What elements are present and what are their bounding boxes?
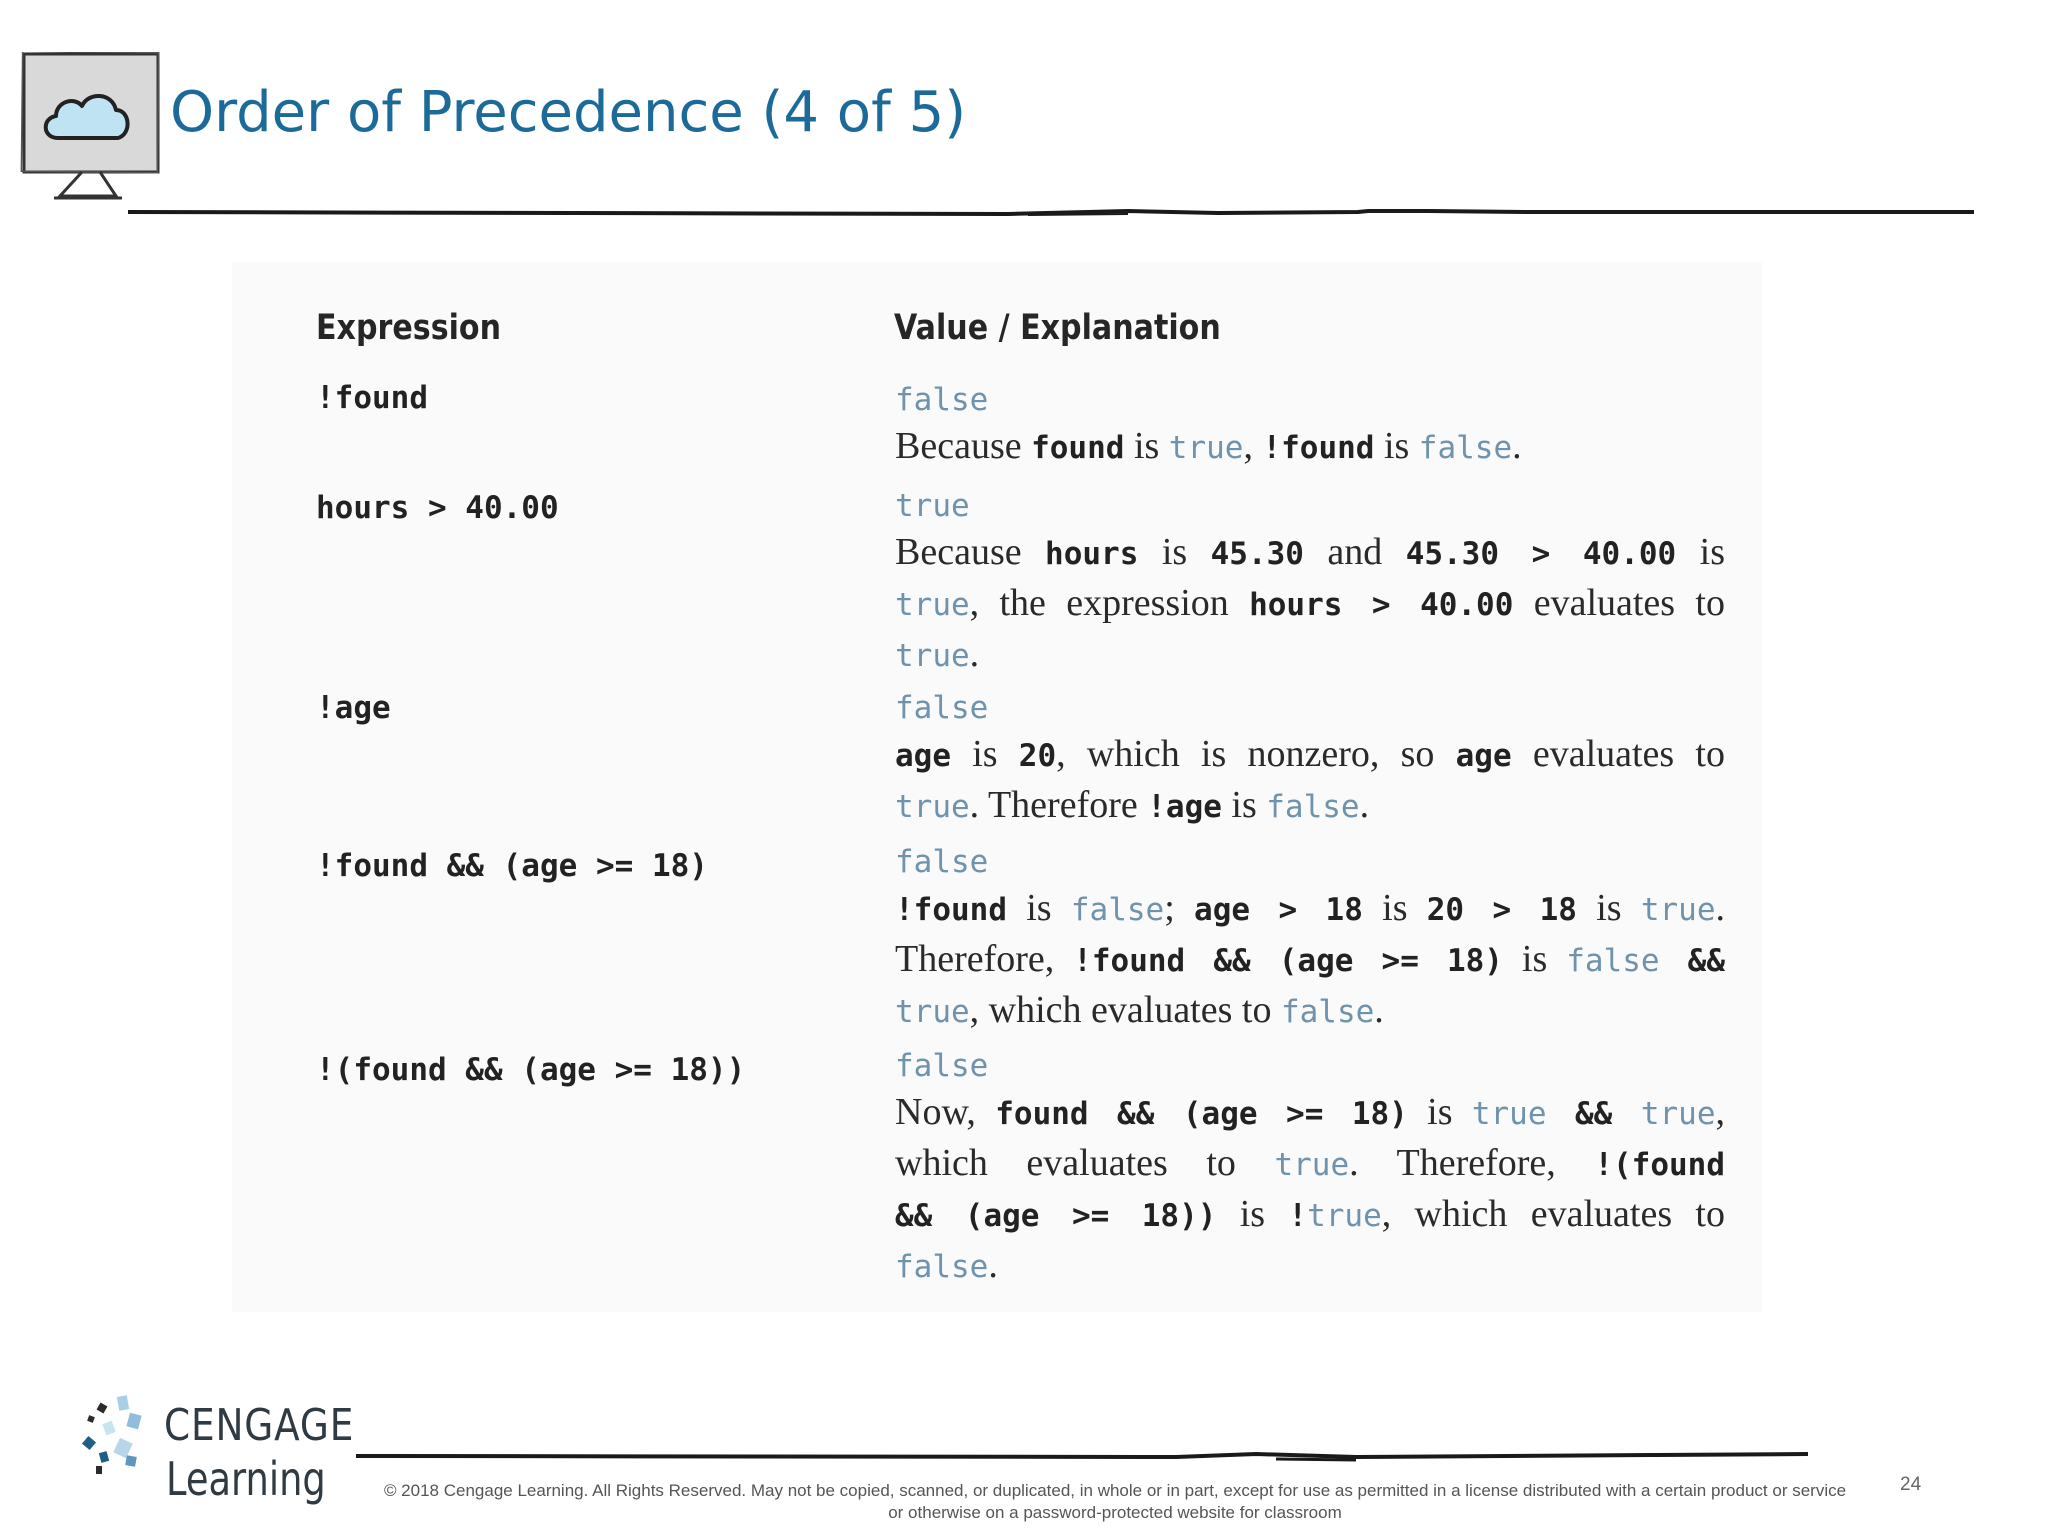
footer-divider — [356, 1448, 1808, 1462]
row-3-explanation: age is 20, which is nonzero, so age evaluates to true. Therefore !age is false. — [895, 733, 1725, 826]
cengage-logo-mark — [80, 1392, 152, 1478]
title-divider — [128, 206, 1974, 218]
row-1-expression: !found — [316, 380, 428, 416]
row-5-expression: !(found && (age >= 18)) — [316, 1052, 746, 1088]
header-value-explanation: Value / Explanation — [894, 308, 1221, 348]
row-3-value: false — [895, 690, 989, 726]
row-1-explanation: Because found is true, !found is false. — [895, 425, 1522, 467]
copyright-notice — [360, 1480, 1870, 1524]
row-2-value: true — [895, 488, 970, 524]
row-2-expression: hours > 40.00 — [316, 490, 559, 526]
logo-wordmark-learning: Learning — [166, 1452, 326, 1506]
row-4-value: false — [895, 844, 989, 880]
row-5-explanation: Now, found && (age >= 18) is true && true, which evaluates to true. Therefore, !(found && (age >= 18)) is !true, which evaluates to false. — [895, 1091, 1726, 1286]
slide-title: Order of Precedence (4 of 5) — [170, 80, 967, 145]
row-4-expression: !found && (age >= 18) — [316, 848, 708, 884]
row-3-expression: !age — [316, 690, 391, 726]
cloud-monitor-icon — [20, 52, 162, 202]
logo-wordmark-cengage: CENGAGE — [164, 1400, 355, 1451]
row-4-explanation: !found is false; age > 18 is 20 > 18 is true. Therefore, !found && (age >= 18) is false && true, which evaluates to false. — [895, 887, 1725, 1031]
copyright-line-2: or otherwise on a password-protected website for classroom — [888, 1503, 1342, 1522]
copyright-line-1: © 2018 Cengage Learning. All Rights Reserved. May not be copied, scanned, or duplicated, in whole or in part, except for use as permitted in a license distributed with a certain product or service — [383, 1481, 1847, 1500]
row-2-explanation: Because hours is 45.30 and 45.30 > 40.00 is true, the expression hours > 40.00 evaluates to true. — [895, 531, 1725, 675]
row-1-value: false — [895, 382, 989, 418]
header-expression: Expression — [316, 308, 502, 348]
row-5-value: false — [895, 1048, 989, 1084]
page-number: 24 — [1900, 1474, 1922, 1495]
